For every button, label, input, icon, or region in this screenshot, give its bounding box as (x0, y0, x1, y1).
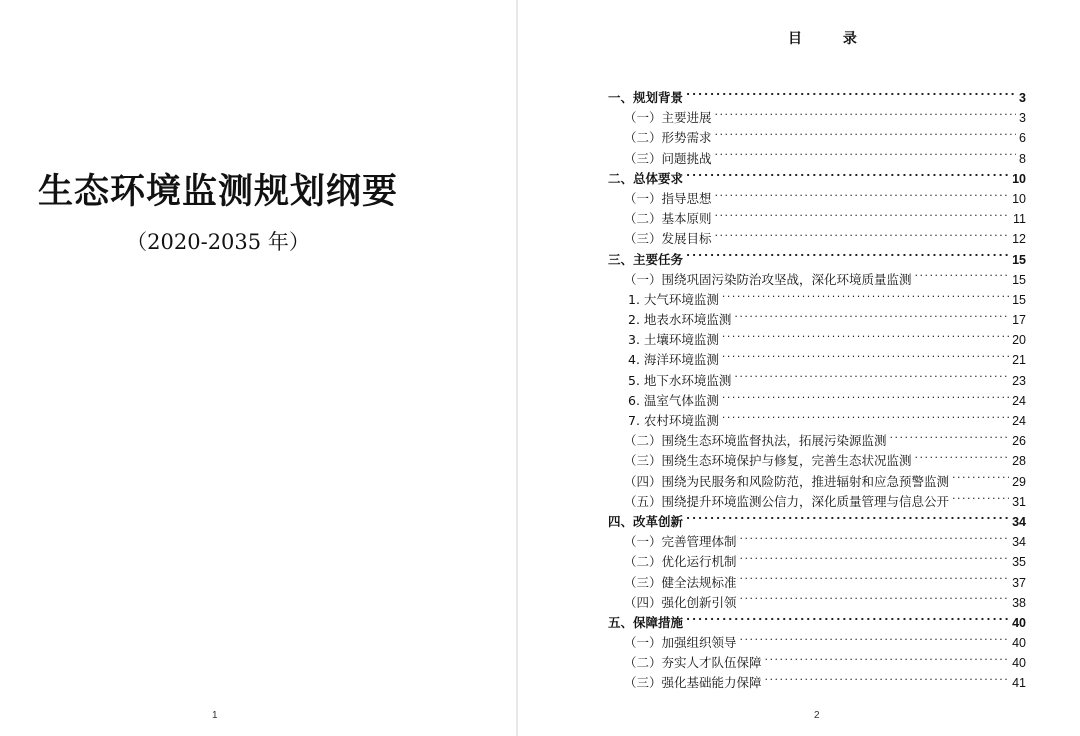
toc-entry-page: 3 (1019, 111, 1026, 126)
toc-page (518, 0, 1080, 736)
toc-leader-dots (715, 149, 1017, 163)
toc-entry[interactable] (608, 633, 1026, 653)
toc-entry-page: 15 (1012, 272, 1026, 287)
toc-entry-page: 12 (1012, 232, 1026, 247)
toc-leader-dots (734, 371, 1009, 385)
toc-entry[interactable] (608, 250, 1026, 270)
toc-entry[interactable] (608, 512, 1026, 532)
toc-leader-dots (915, 270, 1010, 284)
toc-entry-label: （三）问题挑战 (624, 150, 712, 166)
toc-heading: 目 录 (788, 31, 875, 47)
toc-entry[interactable] (608, 330, 1026, 350)
toc-entry-page: 15 (1012, 292, 1026, 307)
toc-leader-dots (765, 673, 1010, 687)
toc-leader-dots (740, 552, 1010, 566)
toc-entry-page: 40 (1012, 636, 1026, 651)
toc-entry[interactable] (608, 350, 1026, 370)
toc-entry-label: （五）围绕提升环境监测公信力，深化质量管理与信息公开 (624, 493, 950, 509)
toc-leader-dots (715, 229, 1010, 243)
toc-entry-page: 10 (1012, 171, 1026, 186)
toc-list (608, 88, 1026, 694)
toc-leader-dots (734, 310, 1009, 324)
toc-entry[interactable] (608, 128, 1026, 148)
toc-entry[interactable] (608, 229, 1026, 249)
toc-entry-page: 3 (1019, 91, 1026, 105)
toc-entry[interactable] (608, 552, 1026, 572)
toc-entry-label: 1. 大气环境监测 (628, 291, 719, 307)
toc-entry[interactable] (608, 593, 1026, 613)
toc-entry-page: 38 (1012, 595, 1026, 610)
toc-entry-label: 五、保障措施 (608, 614, 684, 630)
toc-entry[interactable] (608, 209, 1026, 229)
toc-entry[interactable] (608, 653, 1026, 673)
toc-leader-dots (722, 411, 1009, 425)
toc-entry-page: 35 (1012, 555, 1026, 570)
toc-entry-page: 11 (1013, 212, 1026, 227)
toc-entry-label: 7. 农村环境监测 (628, 413, 719, 428)
toc-entry[interactable] (608, 290, 1026, 310)
toc-entry[interactable] (608, 451, 1026, 471)
toc-entry-label: （一）完善管理体制 (624, 534, 737, 550)
toc-entry[interactable] (608, 189, 1026, 209)
toc-entry[interactable] (608, 472, 1026, 492)
toc-entry-page: 24 (1012, 393, 1026, 408)
toc-entry-page: 34 (1012, 514, 1026, 529)
toc-entry[interactable] (608, 108, 1026, 128)
cover-page (0, 0, 516, 736)
toc-entry-label: 一、规划背景 (608, 90, 684, 105)
toc-leader-dots (740, 593, 1010, 607)
document-title: 生态环境监测规划纲要 (37, 172, 398, 212)
toc-leader-dots (722, 391, 1009, 405)
page-number: 2 (814, 710, 820, 721)
toc-entry[interactable] (608, 532, 1026, 552)
toc-entry[interactable] (608, 310, 1026, 330)
toc-entry[interactable] (608, 573, 1026, 593)
toc-entry[interactable] (608, 169, 1026, 189)
toc-entry[interactable] (608, 391, 1026, 411)
toc-entry-page: 10 (1012, 191, 1026, 206)
toc-leader-dots (890, 431, 1010, 445)
toc-entry-label: 二、总体要求 (608, 170, 684, 186)
toc-leader-dots (952, 492, 1009, 506)
toc-entry-page: 28 (1012, 454, 1026, 469)
toc-entry-page: 26 (1012, 434, 1026, 449)
toc-entry-page: 34 (1012, 535, 1026, 550)
toc-leader-dots (915, 451, 1010, 465)
toc-entry-label: （二）围绕生态环境监督执法，拓展污染源监测 (624, 433, 887, 449)
toc-entry-page: 23 (1012, 373, 1026, 388)
toc-leader-dots (686, 169, 1009, 183)
toc-entry-label: （一）指导思想 (624, 190, 712, 206)
toc-entry-label: （三）强化基础能力保障 (624, 675, 762, 691)
toc-entry-label: （二）基本原则 (624, 211, 712, 227)
toc-leader-dots (686, 250, 1009, 264)
toc-leader-dots (715, 189, 1010, 203)
toc-leader-dots (722, 290, 1009, 304)
toc-leader-dots (686, 613, 1009, 627)
toc-entry-page: 20 (1012, 333, 1026, 348)
toc-entry[interactable] (608, 411, 1026, 431)
toc-entry-page: 40 (1012, 656, 1026, 671)
toc-leader-dots (715, 108, 1017, 122)
toc-entry[interactable] (608, 613, 1026, 633)
toc-entry-page: 40 (1012, 615, 1026, 630)
toc-leader-dots (740, 532, 1010, 546)
toc-entry-page: 29 (1012, 474, 1026, 489)
toc-entry-label: （一）主要进展 (624, 110, 712, 126)
toc-entry-page: 41 (1012, 676, 1026, 691)
toc-entry-page: 6 (1019, 131, 1026, 146)
toc-leader-dots (952, 472, 1009, 486)
toc-entry-page: 37 (1012, 575, 1026, 590)
toc-leader-dots (722, 330, 1009, 344)
toc-leader-dots (765, 653, 1010, 667)
toc-leader-dots (715, 128, 1017, 142)
page-number: 1 (212, 710, 218, 721)
toc-entry-label: 6. 温室气体监测 (628, 392, 719, 408)
toc-entry[interactable] (608, 88, 1026, 108)
toc-entry-label: 5. 地下水环境监测 (628, 372, 732, 388)
toc-entry-label: 三、主要任务 (608, 251, 684, 267)
toc-entry-page: 8 (1019, 151, 1026, 166)
toc-leader-dots (686, 88, 1016, 102)
toc-entry-page: 24 (1012, 414, 1026, 428)
toc-entry[interactable] (608, 431, 1026, 451)
toc-entry-label: 2. 地表水环境监测 (628, 312, 732, 328)
toc-entry-label: 4. 海洋环境监测 (628, 352, 719, 368)
toc-leader-dots (715, 209, 1011, 223)
toc-entry-label: 四、改革创新 (608, 513, 684, 529)
toc-leader-dots (722, 350, 1009, 364)
toc-entry-label: （四）围绕为民服务和风险防范，推进辐射和应急预警监测 (624, 473, 950, 489)
toc-leader-dots (740, 573, 1010, 587)
toc-entry-label: （三）发展目标 (624, 231, 712, 247)
toc-leader-dots (686, 512, 1009, 526)
toc-entry-page: 15 (1012, 252, 1026, 267)
toc-entry[interactable] (608, 371, 1026, 391)
toc-entry-label: （四）强化创新引领 (624, 594, 737, 610)
toc-entry[interactable] (608, 149, 1026, 169)
document-subtitle: （2020-2035 年） (126, 230, 310, 254)
toc-entry-label: （二）优化运行机制 (624, 554, 737, 570)
toc-entry-label: （二）形势需求 (624, 130, 712, 146)
toc-entry[interactable] (608, 673, 1026, 693)
toc-entry[interactable] (608, 492, 1026, 512)
toc-entry-label: （一）围绕巩固污染防治攻坚战，深化环境质量监测 (624, 271, 912, 287)
toc-entry-label: （一）加强组织领导 (624, 635, 737, 651)
toc-entry-label: （三）健全法规标准 (624, 574, 737, 590)
toc-entry[interactable] (608, 270, 1026, 290)
toc-entry-label: （二）夯实人才队伍保障 (624, 655, 762, 671)
toc-entry-page: 17 (1012, 313, 1026, 328)
toc-leader-dots (740, 633, 1010, 647)
toc-entry-page: 31 (1012, 494, 1026, 509)
toc-entry-label: 3. 土壤环境监测 (628, 332, 719, 348)
toc-entry-label: （三）围绕生态环境保护与修复，完善生态状况监测 (624, 453, 912, 469)
toc-entry-page: 21 (1012, 353, 1026, 368)
